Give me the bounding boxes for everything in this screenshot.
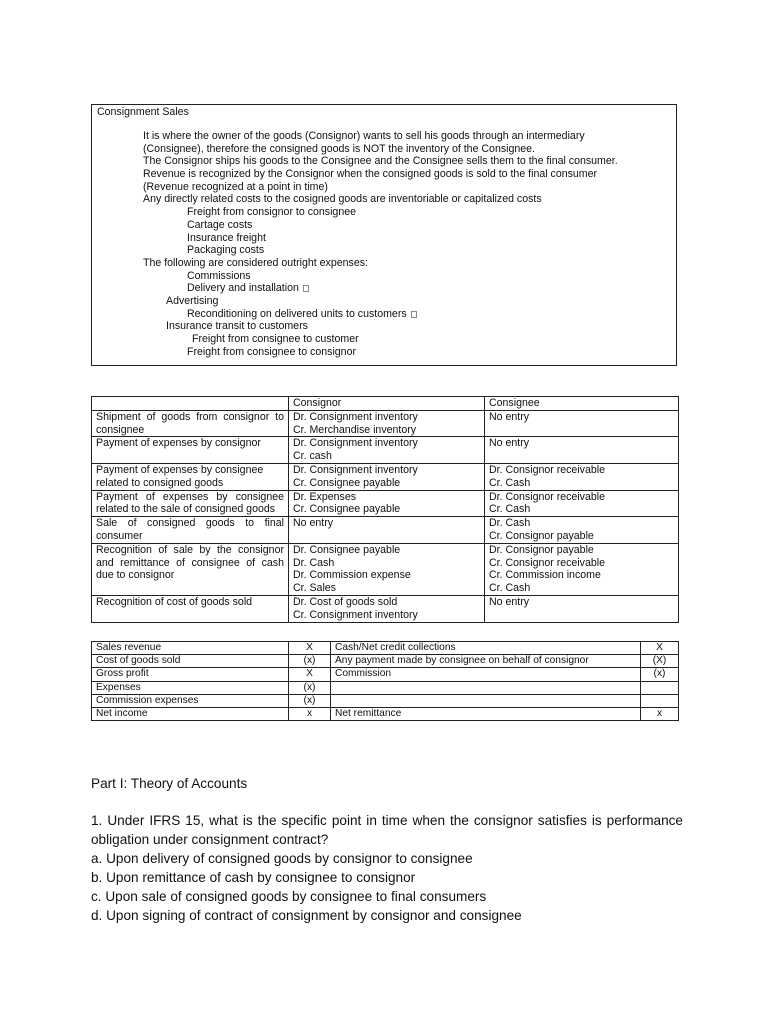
- consignor-cell: Dr. Cost of goods sold Cr. Consignment inventory: [289, 595, 485, 622]
- table-row: [92, 463, 679, 490]
- consignee-cell: Dr. Consignor receivable Cr. Cash: [485, 463, 679, 490]
- consignor-cell: Dr. Consignment inventory Cr. Merchandise inventory: [289, 410, 485, 437]
- list-item: Revenue is recognized by the Consignor when the consigned goods is sold to the final consumer: [143, 168, 598, 181]
- sub-list-item: Commissions: [187, 269, 251, 282]
- table-row: Commission expenses (x): [92, 694, 679, 707]
- table-row: Sales revenue X Cash/Net credit collections X: [92, 642, 679, 655]
- transaction-cell: Recognition of sale by the consignor and remittance of consignee of cash due to consignor: [92, 543, 289, 595]
- sub-list-item: Delivery and installation: [92, 282, 676, 295]
- table-header-row: [92, 397, 679, 411]
- sub-list-item: Advertising: [166, 294, 219, 307]
- header-cell: Consignor: [289, 397, 485, 411]
- table-row: [92, 490, 679, 517]
- transaction-cell: Payment of expenses by consignee related to the sale of consigned goods: [92, 490, 289, 517]
- header-cell: Consignee: [485, 397, 679, 411]
- consignor-cell: Dr. Consignment inventory Cr. cash: [289, 437, 485, 464]
- sub-list-item: Insurance transit to customers: [166, 320, 308, 333]
- consignor-cell: Dr. Consignment inventory Cr. Consignee payable: [289, 463, 485, 490]
- table-row: [92, 517, 679, 544]
- summary-list: [92, 130, 676, 358]
- sub-list-item: Cartage costs: [187, 218, 253, 231]
- list-item-continued: (Revenue recognized at a point in time): [143, 180, 328, 193]
- consignee-cell: Dr. Consignor payable Cr. Consignor receivable Cr. Commission income Cr. Cash: [485, 543, 679, 595]
- list-item-continued: (Consignee), therefore the consigned goods is NOT the inventory of the Consignee.: [143, 142, 536, 155]
- table-row: [92, 595, 679, 622]
- list-item: The Consignor ships his goods to the Consignee and the Consignee sells them to the final consumer.: [143, 155, 618, 168]
- sub-list-item: Packaging costs: [187, 244, 265, 257]
- consignee-cell: Dr. Consignor receivable Cr. Cash: [485, 490, 679, 517]
- question-1-text: 1. Under IFRS 15, what is the specific point in time when the consignor satisfies is performance obligation under consignment contract?: [91, 813, 683, 847]
- transaction-cell: Payment of expenses by consignee related to consigned goods: [92, 463, 289, 490]
- consignee-cell: No entry: [485, 437, 679, 464]
- consignee-cell: No entry: [485, 410, 679, 437]
- list-item: Any directly related costs to the cosigned goods are inventoriable or capitalized costs: [143, 193, 542, 206]
- income-summary-table: [91, 641, 679, 721]
- sub-list-item: Insurance freight: [187, 231, 266, 244]
- sub-list-item: Freight from consignor to consignee: [187, 206, 356, 219]
- square-icon: [303, 285, 309, 292]
- choice-d: d. Upon signing of contract of consignment by consignor and consignee: [91, 908, 522, 923]
- table-row: Expenses (x): [92, 681, 679, 694]
- part-title: Part I: Theory of Accounts: [91, 776, 248, 791]
- table-row: Gross profit X Commission (x): [92, 668, 679, 681]
- choice-b: b. Upon remittance of cash by consignee to consignor: [91, 870, 416, 885]
- consignor-cell: Dr. Consignee payable Dr. Cash Dr. Commission expense Cr. Sales: [289, 543, 485, 595]
- list-item: It is where the owner of the goods (Consignor) wants to sell his goods through an intermediary: [143, 130, 585, 142]
- sub-list-item: Reconditioning on delivered units to customers: [92, 308, 676, 321]
- consignor-cell: Dr. Expenses Cr. Consignee payable: [289, 490, 485, 517]
- header-cell: [92, 397, 289, 411]
- table-row: Cost of goods sold (x) Any payment made by consignee on behalf of consignor (X): [92, 655, 679, 668]
- table-row: [92, 410, 679, 437]
- sub-list-item: Freight from consignee to consignor: [187, 345, 356, 358]
- consignment-sales-box: [91, 104, 677, 366]
- transaction-cell: Payment of expenses by consignor: [92, 437, 289, 464]
- transaction-cell: Recognition of cost of goods sold: [92, 595, 289, 622]
- sub-list-item: Freight from consignee to customer: [192, 333, 359, 345]
- table-row: [92, 543, 679, 595]
- consignee-cell: No entry: [485, 595, 679, 622]
- consignor-cell: No entry: [289, 517, 485, 544]
- journal-entries-table: [91, 396, 679, 623]
- choice-c: c. Upon sale of consigned goods by consignee to final consumers: [91, 889, 487, 904]
- table-row: [92, 437, 679, 464]
- transaction-cell: Sale of consigned goods to final consumer: [92, 517, 289, 544]
- list-item: The following are considered outright expenses:: [143, 256, 368, 269]
- box-title: Consignment Sales: [97, 106, 189, 118]
- square-icon: [411, 311, 417, 318]
- transaction-cell: Shipment of goods from consignor to consignee: [92, 410, 289, 437]
- consignee-cell: Dr. Cash Cr. Consignor payable: [485, 517, 679, 544]
- choice-a: a. Upon delivery of consigned goods by consignor to consignee: [91, 851, 473, 866]
- table-row: Net income x Net remittance x: [92, 708, 679, 721]
